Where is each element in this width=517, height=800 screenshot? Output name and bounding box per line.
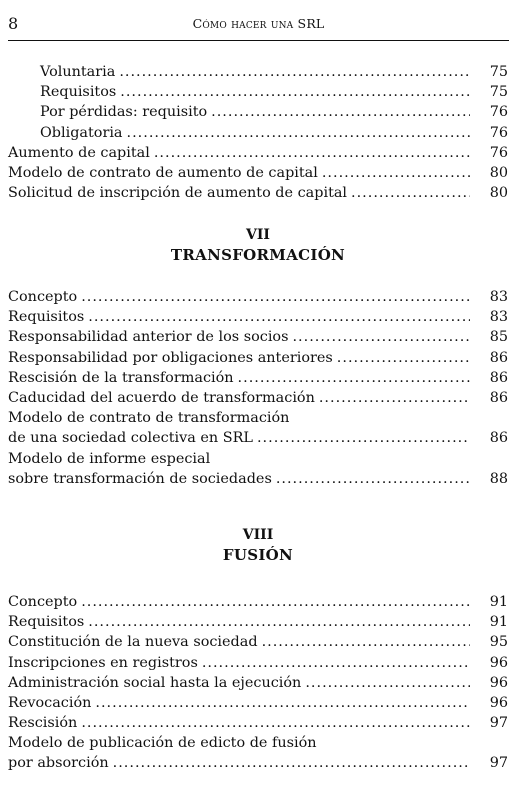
toc-section-fusion <box>8 592 508 774</box>
dot-leader <box>119 62 470 82</box>
toc-entry <box>8 469 508 489</box>
toc-entry-label: Rescisión de la transformación <box>8 369 234 386</box>
toc-entry-page: 96 <box>489 674 508 691</box>
dot-leader <box>238 368 470 388</box>
page-header <box>8 8 509 38</box>
toc-entry <box>8 612 508 632</box>
section-roman-numeral: VII <box>246 227 270 243</box>
toc-entry-label: Rescisión <box>8 715 78 732</box>
toc-entry <box>8 327 508 347</box>
toc-entry <box>8 693 508 713</box>
toc-entry <box>8 673 508 693</box>
toc-entry-label: Caducidad del acuerdo de transformación <box>8 389 315 406</box>
toc-entry-label: Administración social hasta la ejecución <box>8 674 302 691</box>
dot-leader <box>81 592 470 612</box>
toc-entry-page: 97 <box>489 755 508 772</box>
toc-entry-page: 86 <box>489 430 508 447</box>
dot-leader <box>305 673 470 693</box>
toc-entry <box>8 62 508 82</box>
toc-entry-page: 75 <box>489 63 508 80</box>
toc-entry-label: Requisitos <box>8 614 85 631</box>
toc-entry-page: 76 <box>489 104 508 121</box>
section-heading-vii <box>8 226 508 266</box>
dot-leader <box>292 327 470 347</box>
dot-leader <box>88 612 470 632</box>
toc-entry-label: Responsabilidad anterior de los socios <box>8 329 289 346</box>
toc-entry <box>8 592 508 612</box>
toc-entry-label: Constitución de la nueva sociedad <box>8 634 258 651</box>
toc-entry-label: sobre transformación de sociedades <box>8 470 272 487</box>
toc-section-transformacion <box>8 287 508 489</box>
toc-entry-page: 86 <box>489 369 508 386</box>
toc-entry-label: Voluntaria <box>40 63 116 80</box>
toc-entry-page: 86 <box>489 389 508 406</box>
dot-leader <box>322 163 470 183</box>
dot-leader <box>202 653 470 673</box>
toc-entry <box>8 102 508 122</box>
toc-entry-line: Modelo de informe especial <box>8 450 211 467</box>
toc-entry-page: 86 <box>489 349 508 366</box>
toc-entry-page: 91 <box>489 593 508 610</box>
toc-entry-page: 76 <box>489 144 508 161</box>
toc-entry-label: Revocación <box>8 694 92 711</box>
dot-leader <box>127 123 470 143</box>
toc-entry <box>8 713 508 733</box>
toc-entry <box>8 143 508 163</box>
toc-entry-line: Modelo de publicación de edicto de fusión <box>8 735 317 752</box>
dot-leader <box>351 183 470 203</box>
dot-leader <box>211 102 470 122</box>
toc-entry <box>8 287 508 307</box>
dot-leader <box>88 307 470 327</box>
page-number: 8 <box>8 14 19 33</box>
section-roman-numeral: VIII <box>242 527 274 543</box>
dot-leader <box>95 693 470 713</box>
toc-entry-label: por absorción <box>8 755 109 772</box>
toc-entry-label: Aumento de capital <box>8 144 150 161</box>
dot-leader <box>319 388 470 408</box>
toc-entry-page: 96 <box>489 694 508 711</box>
toc-entry <box>8 388 508 408</box>
toc-entry-page: 80 <box>489 185 508 202</box>
dot-leader <box>262 632 470 652</box>
toc-entry <box>8 348 508 368</box>
running-title: Cómo hacer una SRL <box>192 16 325 31</box>
toc-entry-label: Concepto <box>8 288 78 305</box>
toc-entry <box>8 632 508 652</box>
toc-entry-label: Concepto <box>8 593 78 610</box>
toc-entry-label: Por pérdidas: requisito <box>40 104 208 121</box>
dot-leader <box>81 287 470 307</box>
toc-entry <box>8 183 508 203</box>
toc-entry <box>8 163 508 183</box>
section-title: TRANSFORMACIÓN <box>170 246 346 264</box>
toc-entry-page: 80 <box>489 164 508 181</box>
toc-entry-page: 95 <box>489 634 508 651</box>
toc-entry-label: Requisitos <box>40 84 117 101</box>
toc-entry-page: 97 <box>489 715 508 732</box>
toc-entry-label: Inscripciones en registros <box>8 654 198 671</box>
dot-leader <box>113 753 470 773</box>
toc-entry-page: 83 <box>489 309 508 326</box>
toc-entry-line: Modelo de contrato de transformación <box>8 410 290 427</box>
toc-entry-page: 85 <box>489 329 508 346</box>
toc-entry <box>8 307 508 327</box>
dot-leader <box>257 428 470 448</box>
toc-entry-label: de una sociedad colectiva en SRL <box>8 430 253 447</box>
section-title: FUSIÓN <box>222 546 294 564</box>
dot-leader <box>81 713 470 733</box>
toc-entry-page: 96 <box>489 654 508 671</box>
toc-entry <box>8 754 508 774</box>
toc-entry-page: 76 <box>489 124 508 141</box>
toc-entry-page: 88 <box>489 470 508 487</box>
section-heading-viii <box>8 526 508 566</box>
toc-entry <box>8 123 508 143</box>
dot-leader <box>337 348 470 368</box>
dot-leader <box>120 82 470 102</box>
toc-group-capital <box>8 62 508 203</box>
toc-entry-page: 83 <box>489 288 508 305</box>
toc-entry <box>8 82 508 102</box>
toc-entry-label: Requisitos <box>8 309 85 326</box>
toc-entry <box>8 368 508 388</box>
dot-leader <box>276 469 470 489</box>
header-rule <box>8 40 509 41</box>
toc-entry-label: Modelo de contrato de aumento de capital <box>8 164 318 181</box>
toc-entry <box>8 653 508 673</box>
toc-entry-label: Solicitud de inscripción de aumento de capital <box>8 185 348 202</box>
dot-leader <box>154 143 470 163</box>
toc-entry-label: Obligatoria <box>40 124 123 141</box>
toc-entry-page: 91 <box>489 614 508 631</box>
toc-entry-label: Responsabilidad por obligaciones anteriores <box>8 349 333 366</box>
toc-entry <box>8 428 508 448</box>
toc-entry-page: 75 <box>489 84 508 101</box>
